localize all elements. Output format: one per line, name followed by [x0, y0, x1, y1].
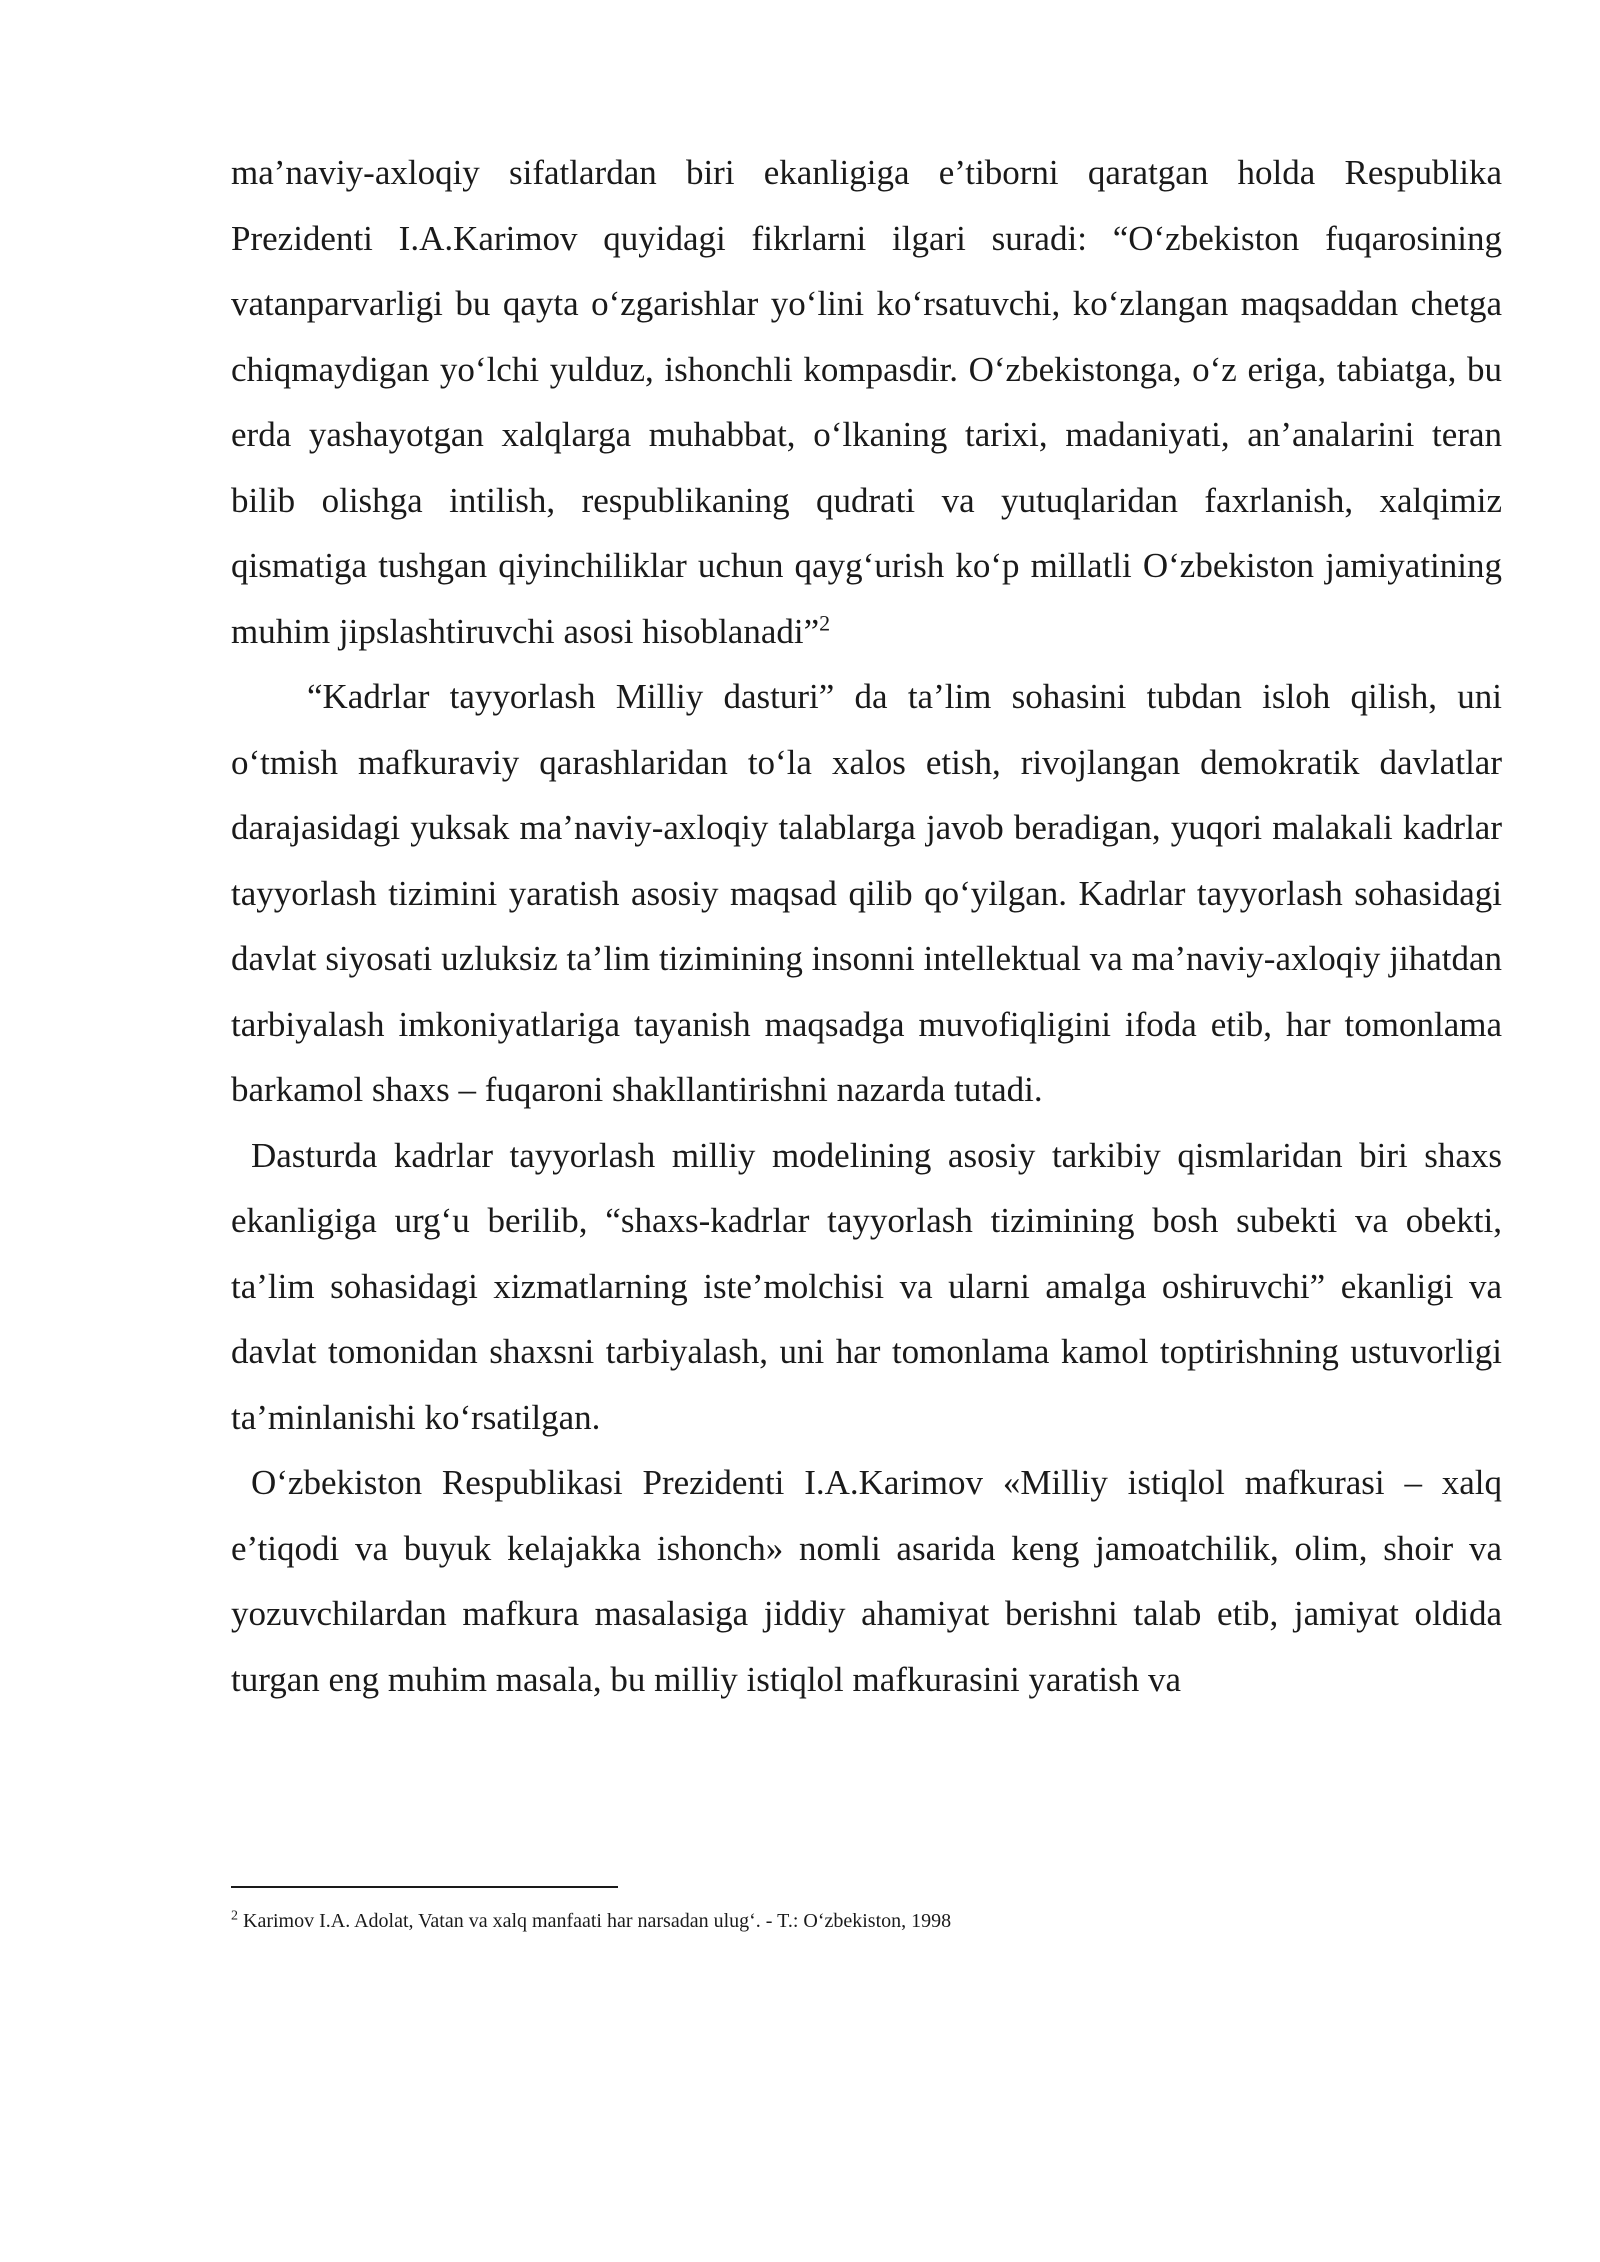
paragraph-4: O‘zbekiston Respublikasi Prezidenti I.A.Karimov «Milliy istiqlol mafkurasi – xalq e’tiqodi va buyuk kelajakka ishonch» nomli asarida keng jamoatchilik, olim, shoir va yozuvchilardan mafkura masalasiga jiddiy ahamiyat berishni talab etib, jamiyat oldida turgan eng muhim masala, bu milliy istiqlol mafkurasini yaratish va	[231, 1463, 1502, 1699]
footnote-number: 2	[231, 1908, 238, 1924]
paragraph-3: Dasturda kadrlar tayyorlash milliy modelining asosiy tarkibiy qismlaridan biri shaxs ekanligiga urg‘u berilib, “shaxs-kadrlar tayyorlash tizimining bosh subekti va obekti, ta’lim sohasidagi xizmatlarning iste’molchisi va ularni amalga oshiruvchi” ekanligi va davlat tomonidan shaxsni tarbiyalash, uni har tomonlama kamol toptirishning ustuvorligi ta’minlanishi ko‘rsatilgan.	[231, 1135, 1502, 1437]
footnote-text: Karimov I.A. Adolat, Vatan va xalq manfaati har narsadan ulug‘. - T.: O‘zbekiston, 1998	[238, 1910, 952, 1932]
footnote-reference[interactable]: 2	[819, 609, 831, 635]
paragraph-1	[231, 140, 1502, 664]
paragraph-1-text: ma’naviy-axloqiy sifatlardan biri ekanligiga e’tiborni qaratgan holda Respublika Prezidenti I.A.Karimov quyidagi fikrlarni ilgari suradi: “O‘zbekiston fuqarosining vatanparvarligi bu qayta o‘zgarishlar yo‘lini ko‘rsatuvchi, ko‘zlangan maqsaddan chetga chiqmaydigan yo‘lchi yulduz, ishonchli kompasdir. O‘zbekistonga, o‘z eriga, tabiatga, bu erda yashayotgan xalqlarga muhabbat, o‘lkaning tarixi, madaniyati, an’analarini teran bilib olishga intilish, respublikaning qudrati va yutuqlaridan faxrlanish, xalqimiz qismatiga tushgan qiyinchiliklar uchun qayg‘urish ko‘p millatli O‘zbekiston jamiyatining muhim jipslashtiruvchi asosi hisoblanadi”	[231, 153, 1502, 651]
footnote-divider	[231, 1886, 618, 1888]
paragraph-2: “Kadrlar tayyorlash Milliy dasturi” da ta’lim sohasini tubdan isloh qilish, uni o‘tmish mafkuraviy qarashlaridan to‘la xalos etish, rivojlangan demokratik davlatlar darajasidagi yuksak ma’naviy-axloqiy talablarga javob beradigan, yuqori malakali kadrlar tayyorlash tizimini yaratish asosiy maqsad qilib qo‘yilgan. Kadrlar tayyorlash sohasidagi davlat siyosati uzluksiz ta’lim tizimining insonni intellektual va ma’naviy-axloqiy jihatdan tarbiyalash imkoniyatlariga tayanish maqsadga muvofiqligini ifoda etib, har tomonlama barkamol shaxs – fuqaroni shakllantirishni nazarda tutadi.	[231, 677, 1502, 1109]
footnote	[231, 1906, 1502, 1936]
document-page	[231, 140, 1502, 1712]
